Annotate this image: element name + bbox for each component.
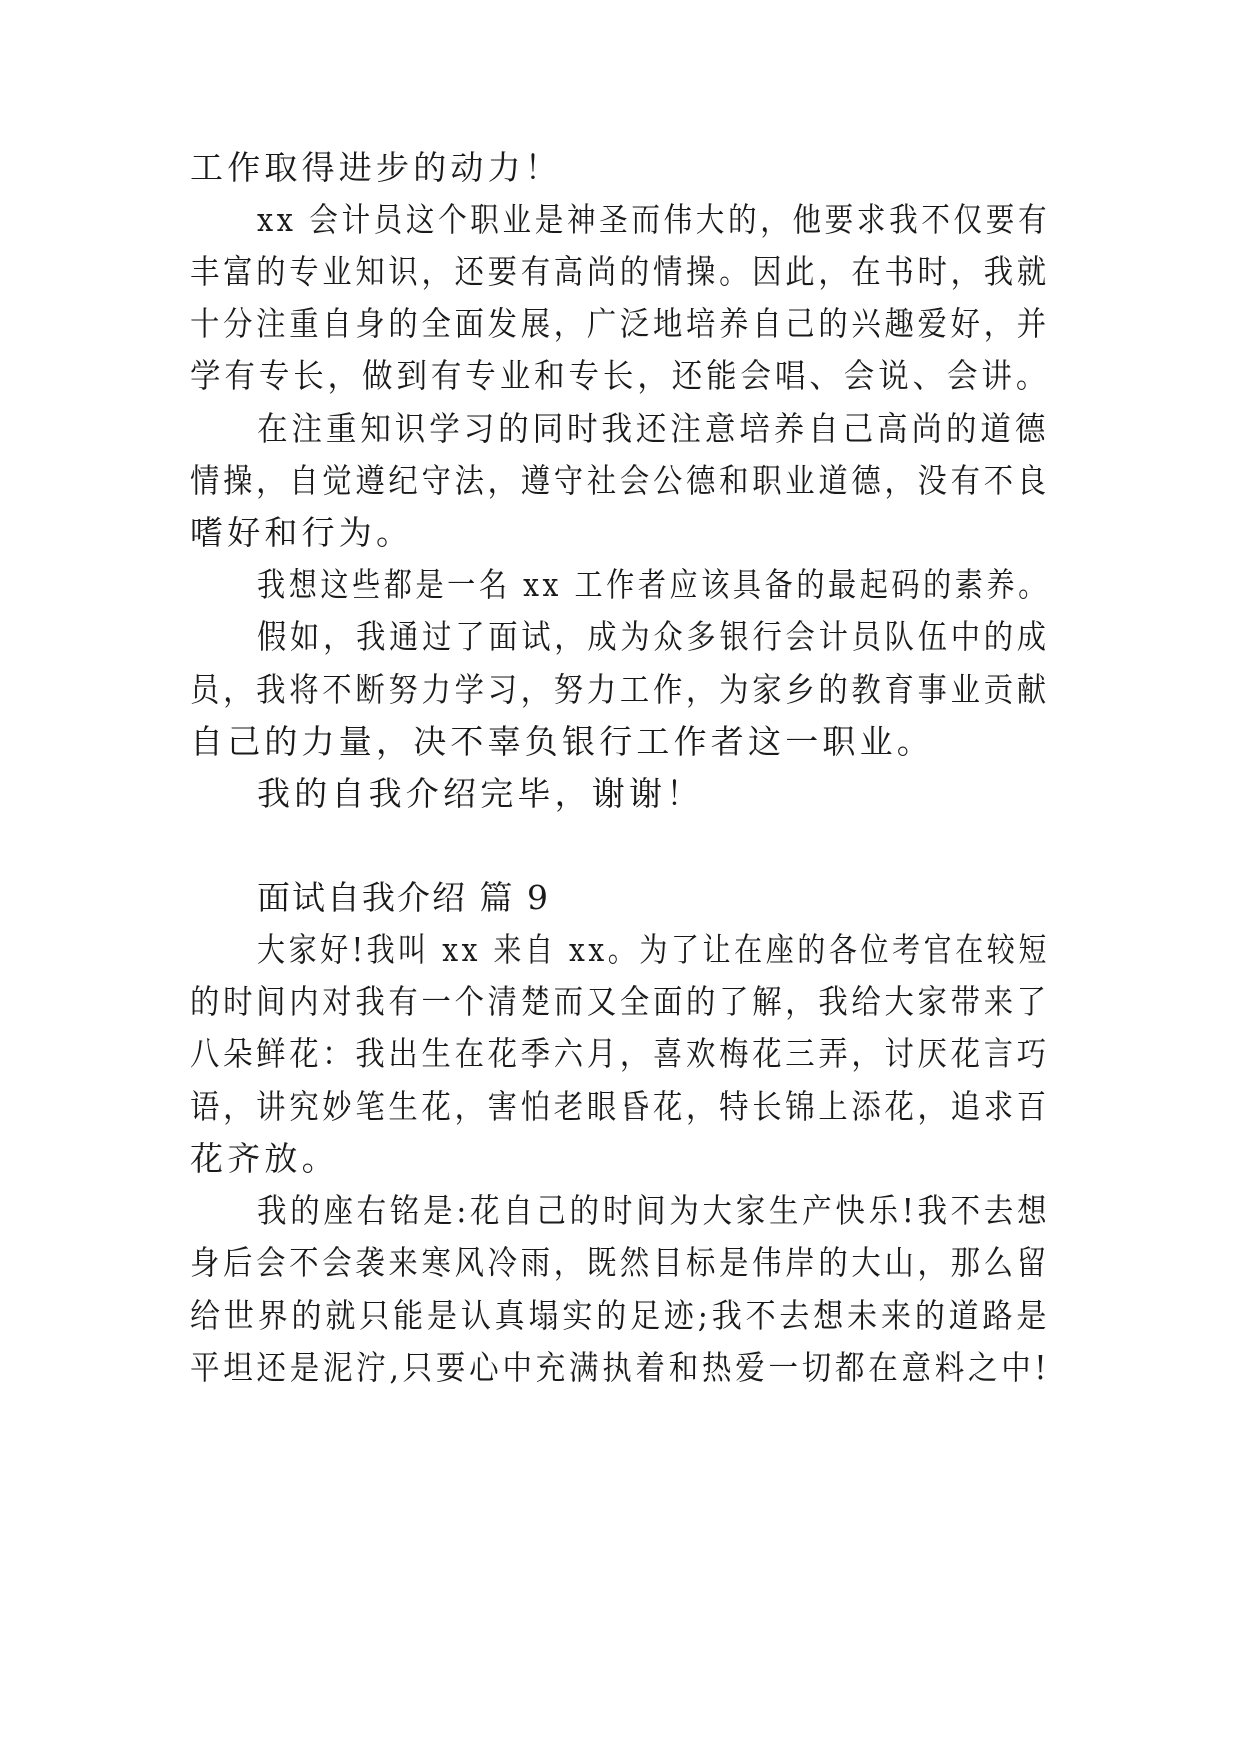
text-line-19: 花齐放。 (190, 1139, 339, 1178)
text-line-5: 学有专长，做到有专业和专长，还能会唱、会说、会讲。 (190, 356, 1051, 395)
text-line-17: 八朵鲜花：我出生在花季六月，喜欢梅花三弄，讨厌花言巧 (190, 1034, 1050, 1073)
text-line-10: 假如，我通过了面试，成为众多银行会计员队伍中的成 (257, 617, 1050, 656)
text-line-22: 给世界的就只能是认真塌实的足迹;我不去想未来的道路是 (190, 1296, 1051, 1335)
text-line-8: 嗜好和行为。 (190, 513, 414, 552)
text-line-2: xx 会计员这个职业是神圣而伟大的，他要求我不仅要有 (257, 200, 1051, 239)
text-line-16: 的时间内对我有一个清楚而又全面的了解，我给大家带来了 (190, 982, 1050, 1021)
text-line-18: 语，讲究妙笔生花，害怕老眼昏花，特长锦上添花，追求百 (190, 1087, 1050, 1126)
text-line-4: 十分注重自身的全面发展，广泛地培养自己的兴趣爱好，并 (190, 304, 1050, 343)
text-line-1: 工作取得进步的动力！ (190, 148, 562, 187)
text-line-23: 平坦还是泥泞,只要心中充满执着和热爱一切都在意料之中! (190, 1348, 1051, 1387)
text-line-15: 大家好!我叫 xx 来自 xx。为了让在座的各位考官在较短 (257, 930, 1050, 969)
text-line-21: 身后会不会袭来寒风冷雨，既然目标是伟岸的大山，那么留 (190, 1243, 1050, 1282)
text-line-7: 情操，自觉遵纪守法，遵守社会公德和职业道德，没有不良 (190, 461, 1050, 500)
text-line-11: 员，我将不断努力学习，努力工作，为家乡的教育事业贡献 (190, 670, 1050, 709)
text-line-20: 我的座右铭是:花自己的时间为大家生产快乐!我不去想 (257, 1191, 1051, 1230)
text-line-3: 丰富的专业知识，还要有高尚的情操。因此，在书时，我就 (190, 252, 1050, 291)
section-heading: 面试自我介绍 篇 9 (257, 878, 550, 917)
text-line-13: 我的自我介绍完毕，谢谢！ (257, 774, 704, 813)
text-line-9: 我想这些都是一名 xx 工作者应该具备的最起码的素养。 (257, 565, 1050, 604)
text-line-12: 自己的力量，决不辜负银行工作者这一职业。 (190, 722, 934, 761)
text-line-6: 在注重知识学习的同时我还注意培养自己高尚的道德 (257, 409, 1050, 448)
